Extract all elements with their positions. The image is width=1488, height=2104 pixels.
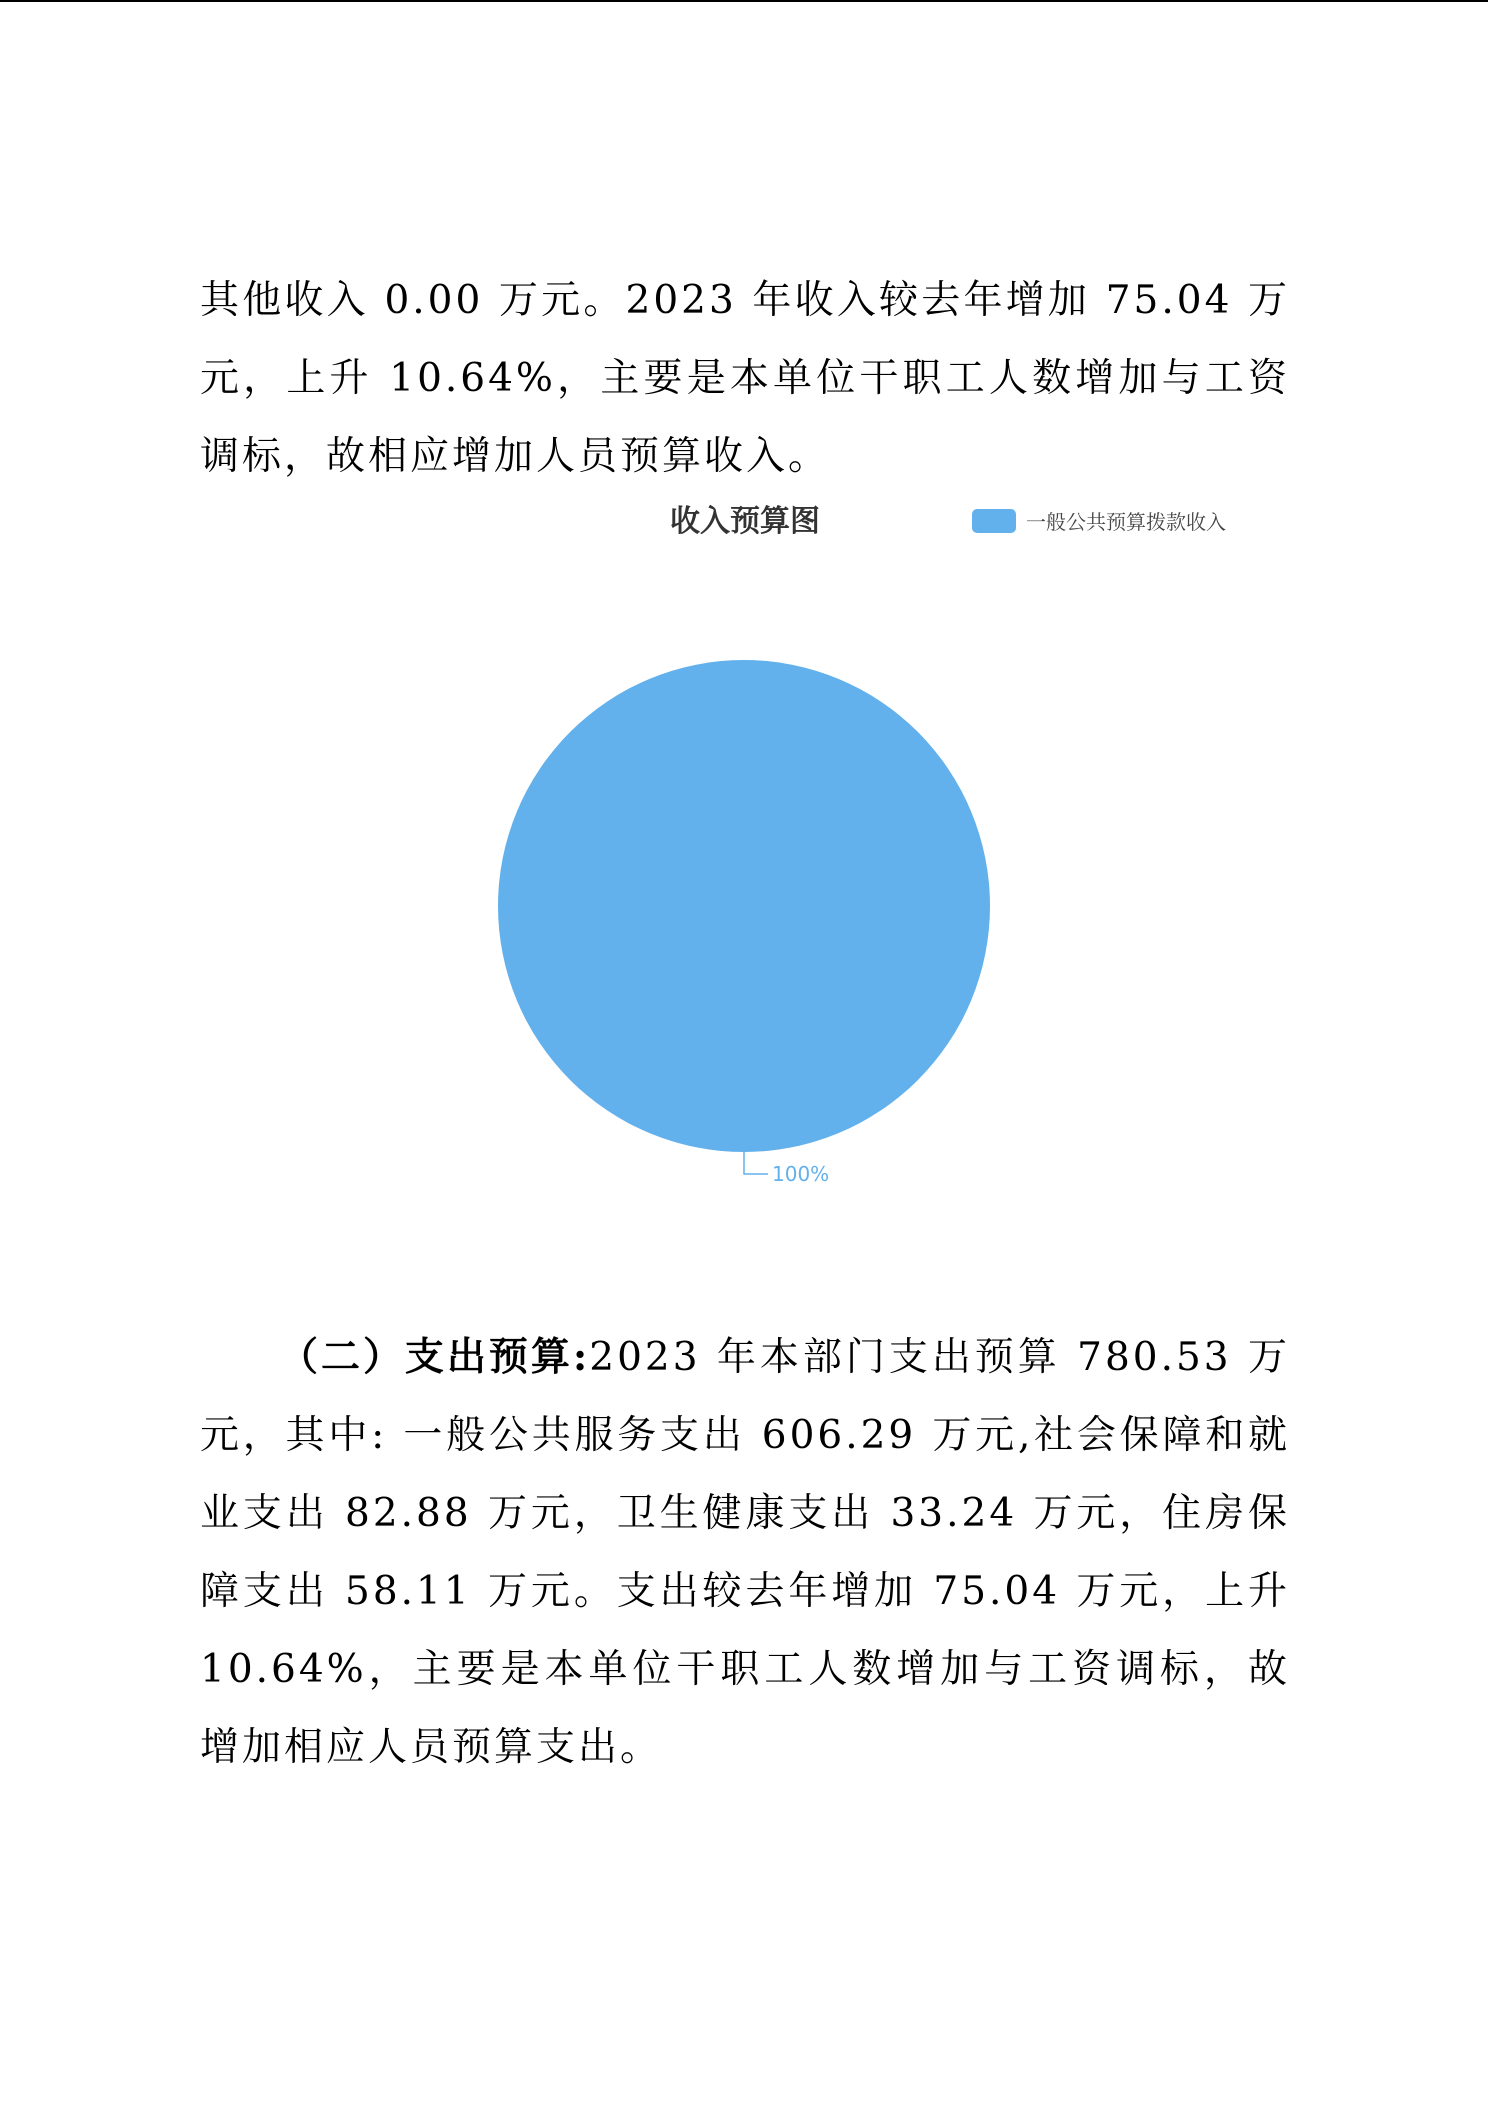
income-paragraph: 其他收入 0.00 万元。2023 年收入较去年增加 75.04 万元，上升 10.64%，主要是本单位干职工人数增加与工资调标，故相应增加人员预算收入。 [200,278,1290,479]
legend-swatch [972,509,1016,533]
legend-label: 一般公共预算拨款收入 [1026,510,1226,534]
section-heading: （二）支出预算: [278,1334,590,1380]
expenditure-text: 2023 年本部门支出预算 780.53 万元，其中: 一般公共服务支出 606.29 万元,社会保障和就业支出 82.88 万元，卫生健康支出 33.24 万元，住房保障支出 58.11 万元。支出较去年增加 75.04 万元，上升 10.64%，主要是本单位干职工人数增加与工资调标，故增加相应人员预算支出。 [200,1335,1290,1770]
pie-slice [498,660,990,1152]
page-top-border [0,0,1488,2]
expenditure-paragraph [200,1318,1290,1787]
chart-title: 收入预算图 [670,504,820,539]
chart-legend [972,506,1226,535]
slice-label: 100% [772,1162,830,1186]
slice-label-leader [744,1152,768,1174]
